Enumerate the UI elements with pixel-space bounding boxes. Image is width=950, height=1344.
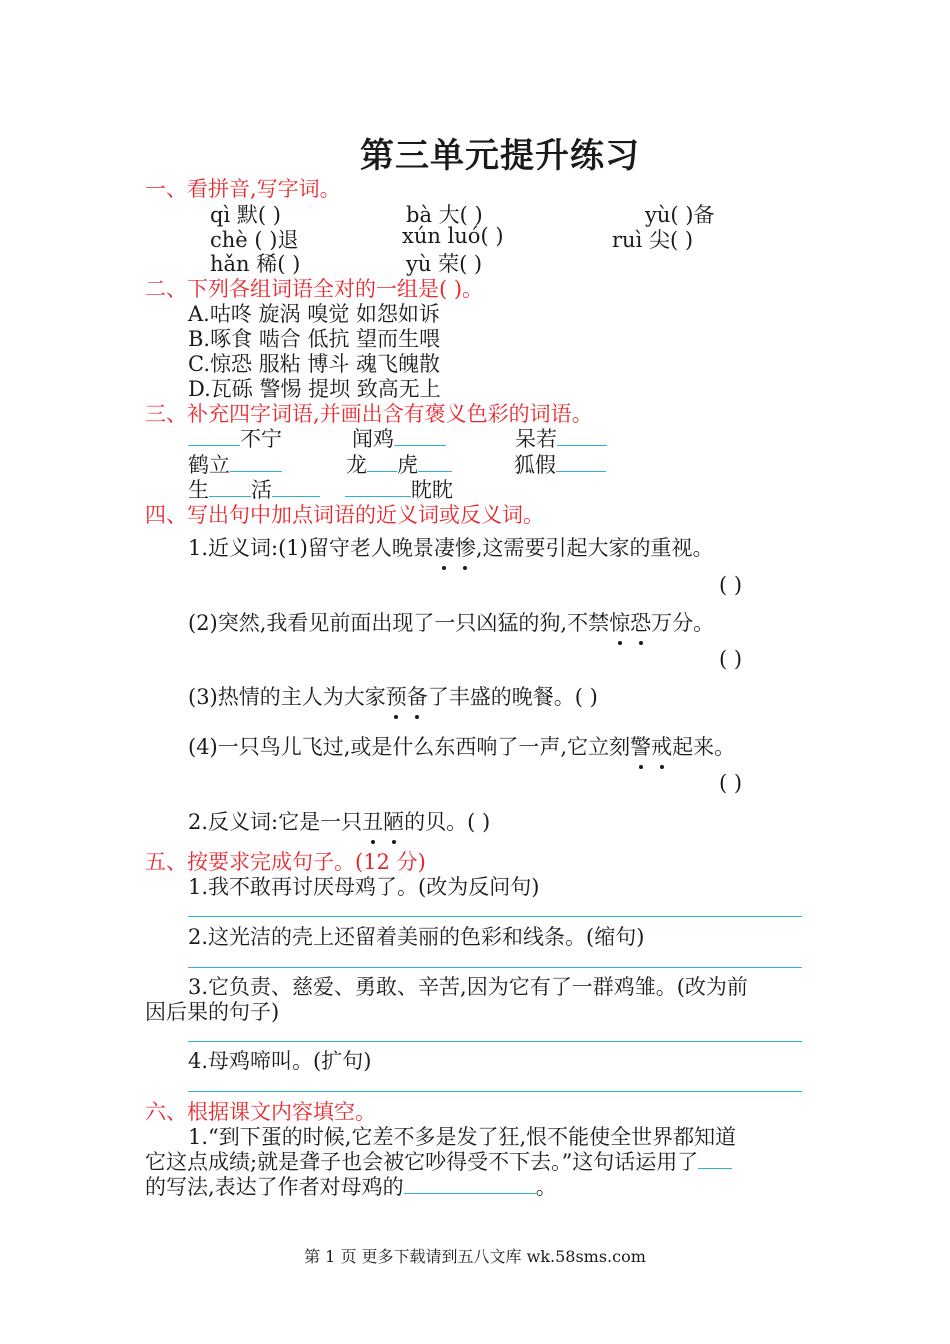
pinyin-item: bà 大( ) [406,203,483,227]
idiom-wenji: 闻鸡 [352,423,446,453]
fill-blank[interactable] [556,453,606,472]
synonym-q4: (4)一只鸟儿飞过,或是什么东西响了一声,它立刻警戒起来。 [188,731,735,761]
synonym-q2: (2)突然,我看见前面出现了一只凶猛的狗,不禁惊恐万分。 [188,607,714,637]
sentence-q2: 2.这光洁的壳上还留着美丽的色彩和线条。(缩句) [188,925,645,949]
sentence-q3-cont: 因后果的句子) [145,1000,280,1024]
section-1-heading: 一、看拼音,写字词。 [145,177,341,201]
answer-line[interactable] [188,967,802,968]
pinyin-item: qì 默( ) [210,203,281,227]
idiom-dandan: 眈眈 [345,474,453,504]
idiom-heli: 鹤立 [188,449,282,479]
idiom-shenghuo: 生 活 [188,474,320,504]
pinyin-item: yù 荣( ) [406,252,483,276]
sentence-q1: 1.我不敢再讨厌母鸡了。(改为反问句) [188,875,540,899]
pinyin-item: ruì 尖( ) [612,228,694,252]
section-5-heading: 五、按要求完成句子。(12 分) [145,850,426,874]
fill-blank[interactable] [188,427,240,446]
section-2-heading: 二、下列各组词语全对的一组是( )。 [145,277,484,301]
sentence-q3: 3.它负责、慈爱、勇敢、辛苦,因为它有了一群鸡雏。(改为前 [188,975,748,999]
pinyin-item: hǎn 稀( ) [210,252,301,276]
answer-paren[interactable]: ( ) [719,573,743,597]
pinyin-item: xún luó( ) [402,224,504,248]
synonym-q3: (3)热情的主人为大家预备了丰盛的晚餐。( ) [188,681,598,711]
idiom-longhu: 龙 虎 [346,449,452,479]
sentence-q4: 4.母鸡啼叫。(扩句) [188,1049,372,1073]
idiom-dairuo: 呆若 [515,423,607,453]
option-d: D.瓦砾 警惕 提坝 致高无上 [188,377,441,401]
pinyin-item: yù( )备 [645,203,715,227]
fill-q1-line1: 1.“到下蛋的时候,它差不多是发了狂,恨不能使全世界都知道 [188,1125,737,1149]
fill-blank[interactable] [404,1175,536,1194]
synonym-q1: 1.近义词:(1)留守老人晚景凄惨,这需要引起大家的重视。 [188,532,714,562]
section-3-heading: 三、补充四字词语,并画出含有褒义色彩的词语。 [145,402,593,426]
fill-blank[interactable] [698,1150,732,1169]
fill-blank[interactable] [367,453,397,472]
answer-paren[interactable]: ( ) [719,771,743,795]
answer-line[interactable] [188,1041,802,1042]
answer-line[interactable] [188,1091,802,1092]
option-c: C.惊恐 服粘 博斗 魂飞魄散 [188,352,441,376]
fill-blank[interactable] [272,478,320,497]
section-4-heading: 四、写出句中加点词语的近义词或反义词。 [145,503,544,527]
pinyin-item: chè ( )退 [210,228,299,252]
answer-paren[interactable]: ( ) [719,647,743,671]
fill-blank[interactable] [209,478,251,497]
antonym-q: 2.反义词:它是一只丑陋的贝。( ) [188,806,490,836]
section-6-heading: 六、根据课文内容填空。 [145,1100,376,1124]
idiom-buning: 不宁 [188,423,282,453]
page-footer: 第 1 页 更多下载请到五八文库 wk.58sms.com [304,1247,646,1266]
page-title: 第三单元提升练习 [360,136,640,176]
fill-q1-line3: 的写法,表达了作者对母鸡的 。 [145,1175,557,1199]
fill-blank[interactable] [345,478,411,497]
option-b: B.啄食 啮合 低抗 望而生喂 [188,327,441,351]
fill-q1-line2: 它这点成绩;就是聋子也会被它吵得受不下去。”这句话运用了 [145,1146,732,1176]
idiom-hujia: 狐假 [514,449,606,479]
fill-blank[interactable] [557,427,607,446]
fill-blank[interactable] [418,453,452,472]
fill-blank[interactable] [394,427,446,446]
answer-line[interactable] [188,916,802,917]
option-a: A.咕咚 旋涡 嗅觉 如怨如诉 [188,302,440,326]
fill-blank[interactable] [230,453,282,472]
